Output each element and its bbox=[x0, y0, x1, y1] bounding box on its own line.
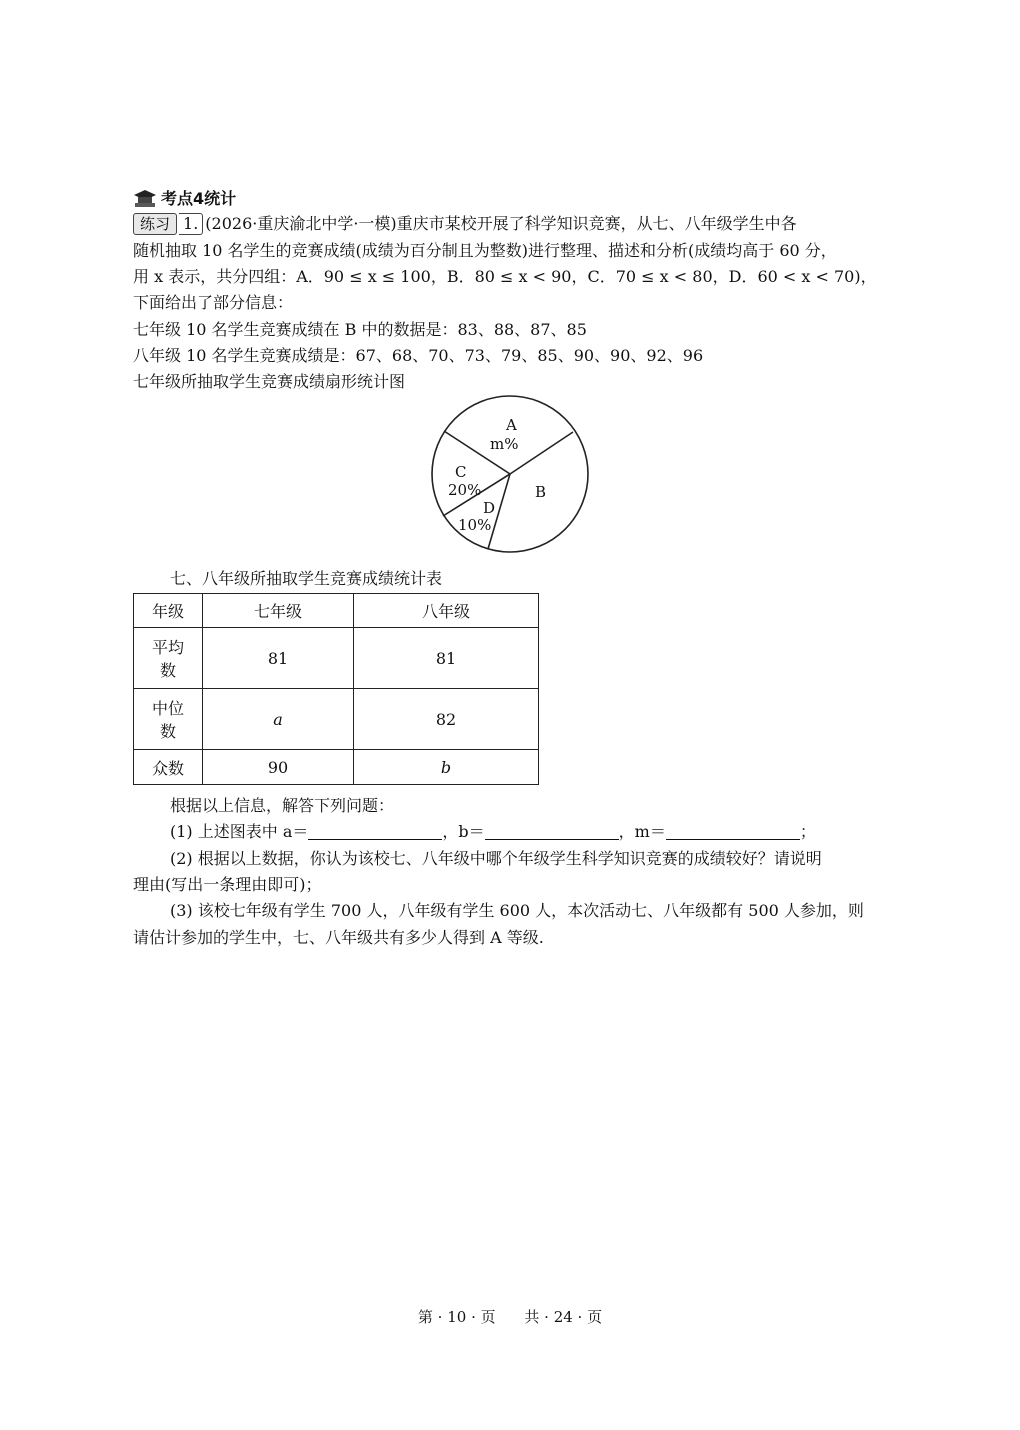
row-label-mode: 众数 bbox=[134, 750, 203, 785]
question-3-line-2: 请估计参加的学生中，七、八年级共有多少人得到 A 等级. bbox=[133, 928, 544, 947]
section-heading bbox=[133, 186, 236, 209]
answer-blank-m[interactable] bbox=[666, 821, 800, 840]
problem-line-5: 七年级 10 名学生竞赛成绩在 B 中的数据是：83、88、87、85 bbox=[133, 320, 587, 339]
header-grade8: 八年级 bbox=[354, 594, 539, 628]
table-header-row bbox=[134, 594, 539, 628]
cell-mode-grade8: b bbox=[354, 750, 539, 785]
answer-blank-b[interactable] bbox=[485, 821, 619, 840]
table-row-mean bbox=[134, 628, 539, 689]
table-row-mode bbox=[134, 750, 539, 785]
question-2-line-1: (2) 根据以上数据，你认为该校七、八年级中哪个年级学生科学知识竞赛的成绩较好？请说明 bbox=[170, 849, 822, 868]
table-title: 七、八年级所抽取学生竞赛成绩统计表 bbox=[170, 569, 443, 588]
questions-intro: 根据以上信息，解答下列问题： bbox=[170, 796, 395, 815]
problem-line-2: 随机抽取 10 名学生的竞赛成绩(成绩为百分制且为整数)进行整理、描述和分析(成绩均高于 60 分， bbox=[133, 241, 837, 260]
cell-median-grade8: 82 bbox=[354, 689, 539, 750]
graduation-cap-icon bbox=[133, 189, 157, 207]
page-total: 共 · 24 · 页 bbox=[524, 1308, 603, 1326]
practice-badge: 练习 bbox=[133, 213, 177, 235]
header-grade7: 七年级 bbox=[203, 594, 354, 628]
problem-line-3: 用 x 表示，共分四组：A．90 ≤ x ≤ 100，B．80 ≤ x < 90，C．70 ≤ x < 80，D．60 < x < 70)， bbox=[133, 267, 877, 286]
slice-label-a: A bbox=[506, 416, 517, 434]
statistics-table bbox=[133, 593, 539, 785]
problem-line-4: 下面给出了部分信息： bbox=[133, 293, 294, 312]
row-label-mean: 平均 数 bbox=[134, 628, 203, 689]
slice-label-b: B bbox=[535, 483, 547, 501]
cell-mode-grade7: 90 bbox=[203, 750, 354, 785]
page-footer bbox=[0, 1306, 1020, 1327]
slice-label-d: D bbox=[483, 499, 496, 517]
section-title: 考点4统计 bbox=[161, 189, 237, 208]
cell-mean-grade7: 81 bbox=[203, 628, 354, 689]
slice-label-c: C bbox=[455, 463, 467, 481]
cell-median-grade7: a bbox=[203, 689, 354, 750]
slice-value-a: m% bbox=[490, 435, 519, 453]
slice-divider-a-b bbox=[510, 432, 573, 474]
question-3-line-1: (3) 该校七年级有学生 700 人，八年级有学生 600 人，本次活动七、八年级都有 500 人参加，则 bbox=[170, 901, 864, 920]
problem-line-6: 八年级 10 名学生竞赛成绩是：67、68、70、73、79、85、90、90、92、96 bbox=[133, 346, 704, 365]
pie-chart bbox=[420, 392, 600, 562]
slice-value-c: 20% bbox=[448, 481, 482, 499]
table-row-median bbox=[134, 689, 539, 750]
header-grade: 年级 bbox=[134, 594, 203, 628]
answer-blank-a[interactable] bbox=[308, 821, 442, 840]
cell-mean-grade8: 81 bbox=[354, 628, 539, 689]
problem-number: 1. bbox=[179, 213, 203, 235]
problem-line-1: 练习 1. (2026·重庆渝北中学·一模)重庆市某校开展了科学知识竞赛，从七、八年级学生中各 bbox=[133, 211, 797, 237]
slice-value-d: 10% bbox=[458, 516, 492, 534]
question-1: (1) 上述图表中 a＝ ，b＝ ，m＝ ； bbox=[170, 822, 816, 841]
page-number: 第 · 10 · 页 bbox=[417, 1308, 496, 1326]
row-label-median: 中位 数 bbox=[134, 689, 203, 750]
question-2-line-2: 理由(写出一条理由即可)； bbox=[133, 875, 322, 894]
chart-caption: 七年级所抽取学生竞赛成绩扇形统计图 bbox=[133, 372, 406, 391]
